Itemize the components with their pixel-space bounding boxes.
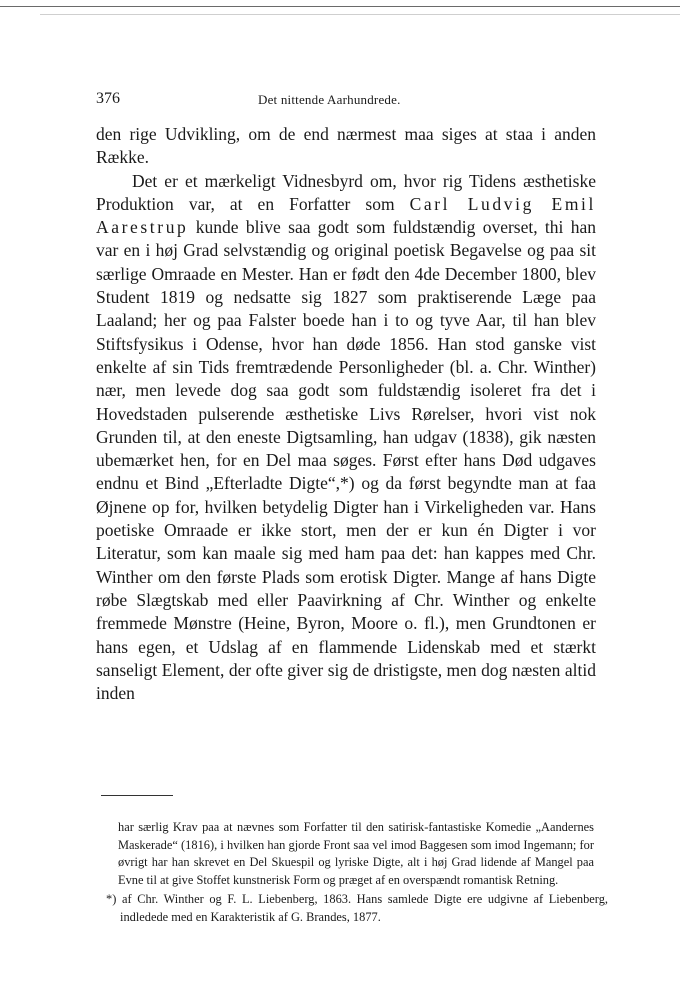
- footnote-divider: [101, 795, 173, 796]
- paragraph-1: [96, 123, 596, 170]
- scan-top-edge-faint: [40, 14, 680, 15]
- paragraph-2: [96, 170, 596, 706]
- footnotes: [106, 819, 608, 927]
- footnote-star: *) af Chr. Winther og F. L. Liebenberg, 1863. Hans samlede Digte ere udgivne af Liebenberg, indledede med en Karakteristik af G. Brandes, 1877.: [106, 892, 608, 924]
- main-text: [96, 123, 596, 705]
- page-number: 376: [96, 90, 120, 107]
- paragraph-2-text-start: Det er et mærkeligt Vidnesbyrd om, hvor rig Tidens æsthetiske Produktion var, at en Forfatter som: [96, 170, 596, 214]
- paragraph-2-text-rest: kunde blive saa godt som fuldstændig overset, thi han var en i høj Grad selvstændig og original poetisk Begavelse og paa sit særlige Omraade en Mester. Han er født den 4de December 1800, blev Student 1819 og nedsatte sig 1827 som praktiserende Læge paa Laaland; her og paa Falster boede han i to og tyve Aar, til han blev Stiftsfysikus i Odense, hvor han døde 1856. Han stod ganske vist enkelte af sin Tids fremtrædende Personligheder (bl. a. Chr. Winther) nær, men levede dog saa godt som fuldstændig isoleret fra det i Hovedstaden pulserende æsthetiske Livs Rørelser, hvori vist nok Grunden til, at den eneste Digtsamling, han udgav (1838), gik næsten ubemærket hen, for en Del maa søges. Først efter hans Død udgaves endnu et Bind „Efterladte Digte“,*) og da først begyndte man at faa Øjnene op for, hvilken betydelig Digter han i Virkeligheden var. Hans poetiske Omraade er ikke stort, men der er kun én Digter i vor Literatur, som kan maale sig med ham paa det: han kappes med Chr. Winther om den første Plads som erotisk Digter. Mange af hans Digte røbe Slægtskab med eller Paavirkning af Chr. Winther og enkelte fremmede Mønstre (Heine, Byron, Moore o. fl.), men Grundtonen er hans egen, et Udslag af en flammende Lidenskab med et stærkt sanseligt Element, der ofte giver sig de dristigste, men dog næsten altid inden: [96, 217, 596, 704]
- author-name: Carl Ludvig Emil Aarestrup: [96, 193, 596, 238]
- scan-top-edge: [0, 6, 680, 7]
- paragraph-1-text: den rige Udvikling, om de end nærmest maa siges at staa i anden Række.: [96, 124, 596, 168]
- page-header: [96, 90, 596, 110]
- footnote-continued: har særlig Krav paa at nævnes som Forfatter til den satirisk-fantastiske Komedie „Aandernes Maskerade“ (1816), i hvilken han gjorde Front saa vel imod Baggesen som imod Ingemann; for øvrigt har han skrevet en Del Skuespil og lyriske Digte, alt i høj Grad lidende af Mangel paa Evne til at give Stoffet kunstnerisk Form og præget af en overspændt romantisk Retning.: [118, 820, 594, 887]
- running-head: Det nittende Aarhundrede.: [258, 92, 401, 107]
